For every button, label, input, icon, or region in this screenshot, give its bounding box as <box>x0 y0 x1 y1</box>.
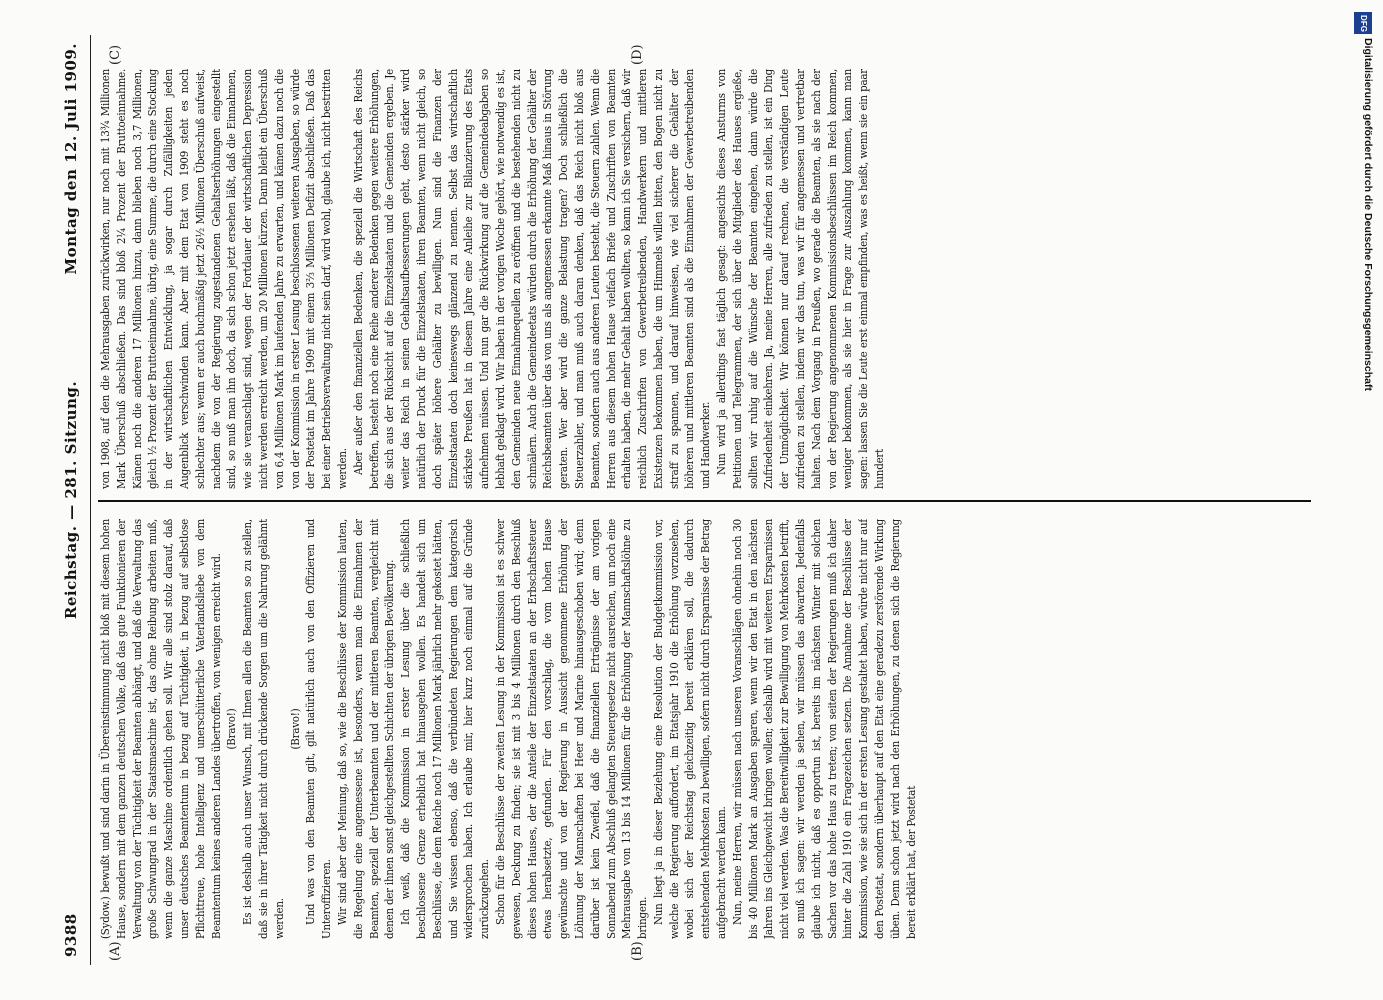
margin-marker-d: (D) <box>630 44 645 65</box>
interjection: (Bravo!) <box>224 708 239 750</box>
paragraph: (Sydow.) bewußt und sind darin in Übereinstimmung nicht bloß mit diesem hohen Hause, sondern mit dem ganzen deutschen Volke, daß das gute Funktionieren der Verwaltung von der Tüchtigkeit der Beamten abhängt, und daß die Verwaltung das große Schwungrad in der Staatsmaschine ist, das ohne Reibung arbeiten muß, wenn die ganze Maschine ordentlich gehen soll. Wir alle sind stolz darauf, daß unser deutsches Beamtentum in bezug auf Tüchtigkeit, in bezug auf selbstlose Pflichttreue, hohe Intelligenz und unerschütterliche Vaterlandsliebe von dem Beamtentum keines anderen Landes übertroffen, von wenigen erreicht wird. <box>98 519 223 939</box>
paragraph: Wir sind aber der Meinung, daß so, wie die Beschlüsse der Kommission lauten, die Regelung eine angemessene ist, besonders, wenn man die Einnahmen der Beamten, speziell der Unterbeamten und der mittleren Beamten, vergleicht mit denen der ihnen sonst gleichgestellten Schichten der übrigen Bevölkerung. <box>334 519 397 939</box>
digitization-credit <box>1352 8 1376 992</box>
interjection: (Bravo!) <box>287 708 302 750</box>
dfg-logo-icon <box>1354 12 1372 34</box>
paragraph: Nun liegt ja in dieser Beziehung eine Resolution der Budgetkommission vor, welche die Regierung auffordert, im Etatsjahr 1910 die Erhöhung vorzusehen, wobei sich der Reichstag gleichzeitig bereit erklären soll, die dadurch entstehenden Mehrkosten zu bewilligen, sofern nicht durch Ersparnisse der Betrag aufgebracht werden kann. <box>650 519 729 939</box>
paragraph: Nun, meine Herren, wir müssen nach unseren Voranschlägen ohnehin noch 30 bis 40 Millionen Mark an Ausgaben sparen, wenn wir den Etat in den nächsten Jahren ins Gleichgewicht bringen wollen; deshalb wird mit weiteren Ersparnissen nicht viel werden. Was die Bereitwilligkeit zur Bewilligung von Mehrkosten betrifft, so muß ich sagen: wir werden ja sehen, wir müssen das abwarten. Jedenfalls glaube ich nicht, daß es opportun ist, bereits im nächsten Winter mit solchen Sachen vor das hohe Haus zu treten; von seiten der Regierungen muß ich daher hinter die Zahl 1910 ein Fragezeichen setzen. Die Annahme der Beschlüsse der Kommission, wie sie sich in der ersten Lesung gestaltet haben, würde nicht nur auf den Postetat, sondern überhaupt auf den Etat eine geradezu zerstörende Wirkung üben. Denn schon jetzt wird nach den Erhöhungen, zu denen sich die Regierung bereit erklärt hat, der Postetat <box>729 519 918 939</box>
paragraph: Es ist deshalb auch unser Wunsch, mit Ihnen allen die Beamten so zu stellen, daß sie in ihrer Tätigkeit nicht durch drückende Sorgen um die Nahrung gelähmt werden. <box>240 519 286 939</box>
dfg-logo-text: DFG <box>1358 14 1368 32</box>
paragraph: von 1908, auf den die Mehrausgaben zurückwirken, nur noch mit 13¾ Millionen Mark Überschuß abschließen. Das sind bloß 2¼ Prozent der Bruttoeinnahme. Kämen noch die anderen 17 Millionen hinzu, dann blieben noch 3,7 Millionen, gleich ½ Prozent der Bruttoeinnahme, übrig, eine Summe, die durch eine Stockung in der wirtschaftlichen Entwicklung, ja sogar durch Zufälligkeiten jeden Augenblick verschwinden kann. Aber mit dem Etat von 1909 steht es noch schlechter aus; wenn er auch buchmäßig jetzt 26½ Millionen Überschuß aufweist, nachdem die von der Regierung zugestandenen Gehaltserhöhungen eingestellt sind, so muß man ihn doch, da sich schon jetzt ersehen läßt, daß die Einnahmen, wie sie veranschlagt sind, wegen der Fortdauer der wirtschaftlichen Depression nicht werden erreicht werden, um 20 Millionen kürzen. Dann bleibt ein Überschuß von 6,4 Millionen Mark im laufenden Jahre zu erwarten, und kämen dazu noch die von der Kommission in erster Lesung beschlossenen weiteren Ausgaben, so würde der Postetat im Jahre 1909 mit einem 3⅔ Millionen Defizit abschließen. Daß das bei einer Betriebsverwaltung nicht sein darf, wird wohl, glaube ich, nicht bestritten werden. <box>98 69 349 489</box>
left-column <box>98 519 1309 939</box>
paragraph: Ich weiß, daß die Kommission in erster Lesung über die schließlich beschlossene Grenze erheblich hat hinausgehen wollen. Es handelt sich um Beschlüsse, die dem Reiche noch 17 Millionen Mark jährlich mehr gekostet hätten, und Sie wissen ebenso, daß die verbündeten Regierungen dem kategorisch widersprochen haben. Ich erlaube mir, hier kurz noch einmal auf die Gründe zurückzugehen. <box>398 519 492 939</box>
credit-text: Digitalisierung gefördert durch die Deutsche Forschungsgemeinschaft <box>1362 38 1374 391</box>
margin-marker-b: (B) <box>630 941 645 961</box>
page-header <box>62 43 92 957</box>
rotated-document-page <box>50 35 1325 965</box>
paragraph: Aber außer den finanziellen Bedenken, die speziell die Wirtschaft des Reichs betreffen, besteht noch eine Reihe anderer Bedenken gegen weitere Erhöhungen, die sich aus der Rücksicht auf die Einzelstaaten und die Gemeinden ergeben. Je weiter das Reich in seinen Gehaltsaufbesserungen geht, desto stärker wird natürlich der Druck für die Einzelstaaten, ihren Beamten, wenn nicht gleich, so doch später höhere Gehälter zu bewilligen. Nun sind die Finanzen der Einzelstaaten doch keineswegs glänzend zu nennen. Selbst das wirtschaftlich stärkste Preußen hat in diesem Jahre eine Anleihe zur Bilanzierung des Etats aufnehmen müssen. Und nun gar die Rückwirkung auf die Gemeindeabgaben so lebhaft geklagt wird. Wir haben in der vorigen Woche gehört, wie notwendig es ist, den Gemeinden neue Einnahmequellen zu eröffnen und die bestehenden nicht zu schmälern. Auch die Gemeindeetats würden durch die Erhöhung der Gehälter der Reichsbeamten über das von uns als angemessen erkannte Maß hinaus in Störung geraten. Wer aber wird die ganze Belastung tragen? Doch schließlich die Steuerzahler, und man muß auch daran denken, daß das Reich nicht bloß aus Beamten, sondern auch aus anderen Leuten besteht, die Steuern zahlen. Wenn die Herren aus diesem hohen Hause vielfach Briefe und Zuschriften von Beamten erhalten haben, die mehr Gehalt haben wollten, so kann ich Sie versichern, daß wir reichlich Zuschriften von Gewerbetreibenden, Handwerkern und mittleren Existenzen bekommen haben, die um Himmels willen bitten, den Bogen nicht zu straff zu spannen, und darauf hinweisen, wie viel sicherer die Gehälter der höheren und mittleren Beamten sind als die Einnahmen der Gewerbetreibenden und Handwerker. <box>350 69 713 489</box>
running-title: Reichstag. — 281. Sitzung. <box>62 380 80 620</box>
paragraph: Nun wird ja allerdings fast täglich gesagt: angesichts dieses Ansturms von Petitionen und Telegrammen, der sich über die Mitglieder des Hauses ergieße, sollten wir ruhig auf die Wünsche der Beamten eingehen, dann würde die Zufriedenheit einkehren. Ja, meine Herren, alle zufrieden zu stellen, ist ein Ding der Unmöglichkeit. Wir können nur darauf rechnen, die verständigen Leute zufrieden zu stellen, indem wir das tun, was wir für angemessen und vertretbar halten. Nach dem Vorgang in Preußen, wo gerade die Beamten, als sie nach der von der Regierung angenommenen Kommissionsbeschlüssen im Reich kommen, weniger bekommen, als sie hier in Frage zur Auszahlung kommen, kann man sagen: lassen Sie die Leute erst einmal empfinden, was es heißt, wenn sie ein paar hundert <box>714 69 887 489</box>
margin-marker-a: (A) <box>108 941 123 961</box>
column-divider <box>98 500 1311 502</box>
session-date: Montag den 12. Juli 1909. <box>62 43 80 275</box>
paragraph: Und was von den Beamten gilt, gilt natürlich auch von den Offizieren und Unteroffizieren. <box>303 519 334 939</box>
page-number: 9388 <box>62 913 80 957</box>
paragraph: Schon für die Beschlüsse der zweiten Lesung in der Kommission ist es schwer gewesen, Deckung zu finden; sie ist mit 3 bis 4 Millionen durch den Beschluß dieses hohen Hauses, der die Anteile der Einzelstaaten an der Erbschaftssteuer etwas herabsetzte, gefunden. Für den vorschlag, die vom hohen Hause gewünschte und von der Regierung in Aussicht genommene Erhöhung der Löhnung der Mannschaften bei Heer und Marine hinausgeschoben wird; denn darüber ist kein Zweifel, daß die finanziellen Erträgnisse der am vorigen Sonnabend zum Abschluß gelangten Steuergesetze nicht ausreichen, um noch eine Mehrausgabe von 13 bis 14 Millionen für die Erhöhung der Mannschaftslöhne zu bringen. <box>492 519 650 939</box>
right-column <box>98 69 1309 489</box>
header-rule <box>90 35 91 965</box>
margin-marker-c: (C) <box>108 44 123 65</box>
